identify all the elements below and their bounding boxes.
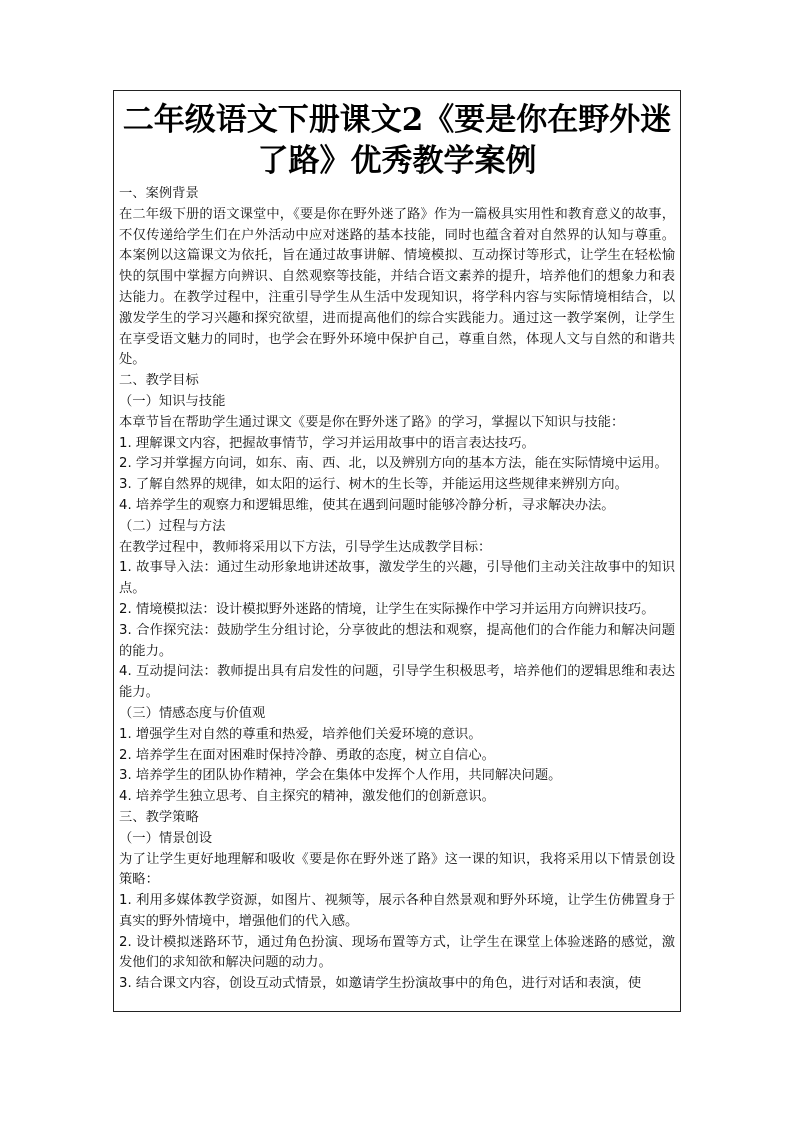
paragraph: 为了让学生更好地理解和吸收《要是你在野外迷了路》这一课的知识，我将采用以下情景创设策略： <box>119 851 675 888</box>
subsection-heading: （二）过程与方法 <box>119 518 226 534</box>
paragraph: 1. 增强学生对自然的尊重和热爱，培养他们关爱环境的意识。 <box>119 726 482 742</box>
document-frame <box>113 90 681 1012</box>
paragraph: 3. 培养学生的团队协作精神，学会在集体中发挥个人作用，共同解决问题。 <box>119 768 562 784</box>
subsection-heading: （一）知识与技能 <box>119 393 226 409</box>
paragraph: 在二年级下册的语文课堂中，《要是你在野外迷了路》作为一篇极具实用性和教育意义的故事，不仅传递给学生们在户外活动中应对迷路的基本技能，同时也蕴含着对自然界的认知与尊重。本案例以这篇课文为依托，旨在通过故事讲解、情境模拟、互动探讨等形式，让学生在轻松愉快的氛围中掌握方向辨识、自然观察等技能，并结合语文素养的提升，培养他们的想象力和表达能力。在教学过程中，注重引导学生从生活中发现知识，将学科内容与实际情境相结合，以激发学生的学习兴趣和探究欲望，进而提高他们的综合实践能力。通过这一教学案例，让学生在享受语文魅力的同时，也学会在野外环境中保护自己，尊重自然，体现人文与自然的和谐共处。 <box>119 206 675 368</box>
section-heading: 三、教学策略 <box>119 809 199 825</box>
paragraph: 4. 培养学生的观察力和逻辑思维，使其在遇到问题时能够冷静分析，寻求解决办法。 <box>119 497 615 513</box>
paragraph: 2. 设计模拟迷路环节，通过角色扮演、现场布置等方式，让学生在课堂上体验迷路的感觉，激发他们的求知欲和解决问题的动力。 <box>119 934 675 971</box>
subsection-heading: （三）情感态度与价值观 <box>119 705 266 721</box>
paragraph: 2. 情境模拟法：设计模拟野外迷路的情境，让学生在实际操作中学习并运用方向辨识技巧。 <box>119 601 655 617</box>
paragraph: 4. 互动提问法：教师提出具有启发性的问题，引导学生积极思考，培养他们的逻辑思维和表达能力。 <box>119 664 675 701</box>
document-title: 二年级语文下册课文2《要是你在野外迷了路》优秀教学案例 <box>122 102 672 179</box>
paragraph: 2. 学习并掌握方向词，如东、南、西、北，以及辨别方向的基本方法，能在实际情境中运用。 <box>119 456 668 472</box>
document-body <box>114 182 680 995</box>
paragraph: 3. 了解自然界的规律，如太阳的运行、树木的生长等，并能运用这些规律来辨别方向。 <box>119 477 628 493</box>
paragraph: 1. 故事导入法：通过生动形象地讲述故事，激发学生的兴趣，引导他们主动关注故事中的知识点。 <box>119 560 675 597</box>
paragraph: 本章节旨在帮助学生通过课文《要是你在野外迷了路》的学习，掌握以下知识与技能： <box>119 414 625 430</box>
subsection-heading: （一）情景创设 <box>119 830 213 846</box>
paragraph: 1. 利用多媒体教学资源，如图片、视频等，展示各种自然景观和野外环境，让学生仿佛置身于真实的野外情境中，增强他们的代入感。 <box>119 893 675 929</box>
paragraph: 在教学过程中，教师将采用以下方法，引导学生达成教学目标： <box>119 539 492 555</box>
paragraph: 3. 合作探究法：鼓励学生分组讨论，分享彼此的想法和观察，提高他们的合作能力和解决问题的能力。 <box>119 622 675 659</box>
section-heading: 二、教学目标 <box>119 373 199 389</box>
paragraph: 1. 理解课文内容，把握故事情节，学习并运用故事中的语言表达技巧。 <box>119 435 535 451</box>
paragraph: 2. 培养学生在面对困难时保持冷静、勇敢的态度，树立自信心。 <box>119 747 495 763</box>
paragraph: 3. 结合课文内容，创设互动式情景，如邀请学生扮演故事中的角色，进行对话和表演，使 <box>119 976 642 992</box>
paragraph: 4. 培养学生独立思考、自主探究的精神，激发他们的创新意识。 <box>119 789 495 805</box>
section-heading: 一、案例背景 <box>119 186 199 201</box>
